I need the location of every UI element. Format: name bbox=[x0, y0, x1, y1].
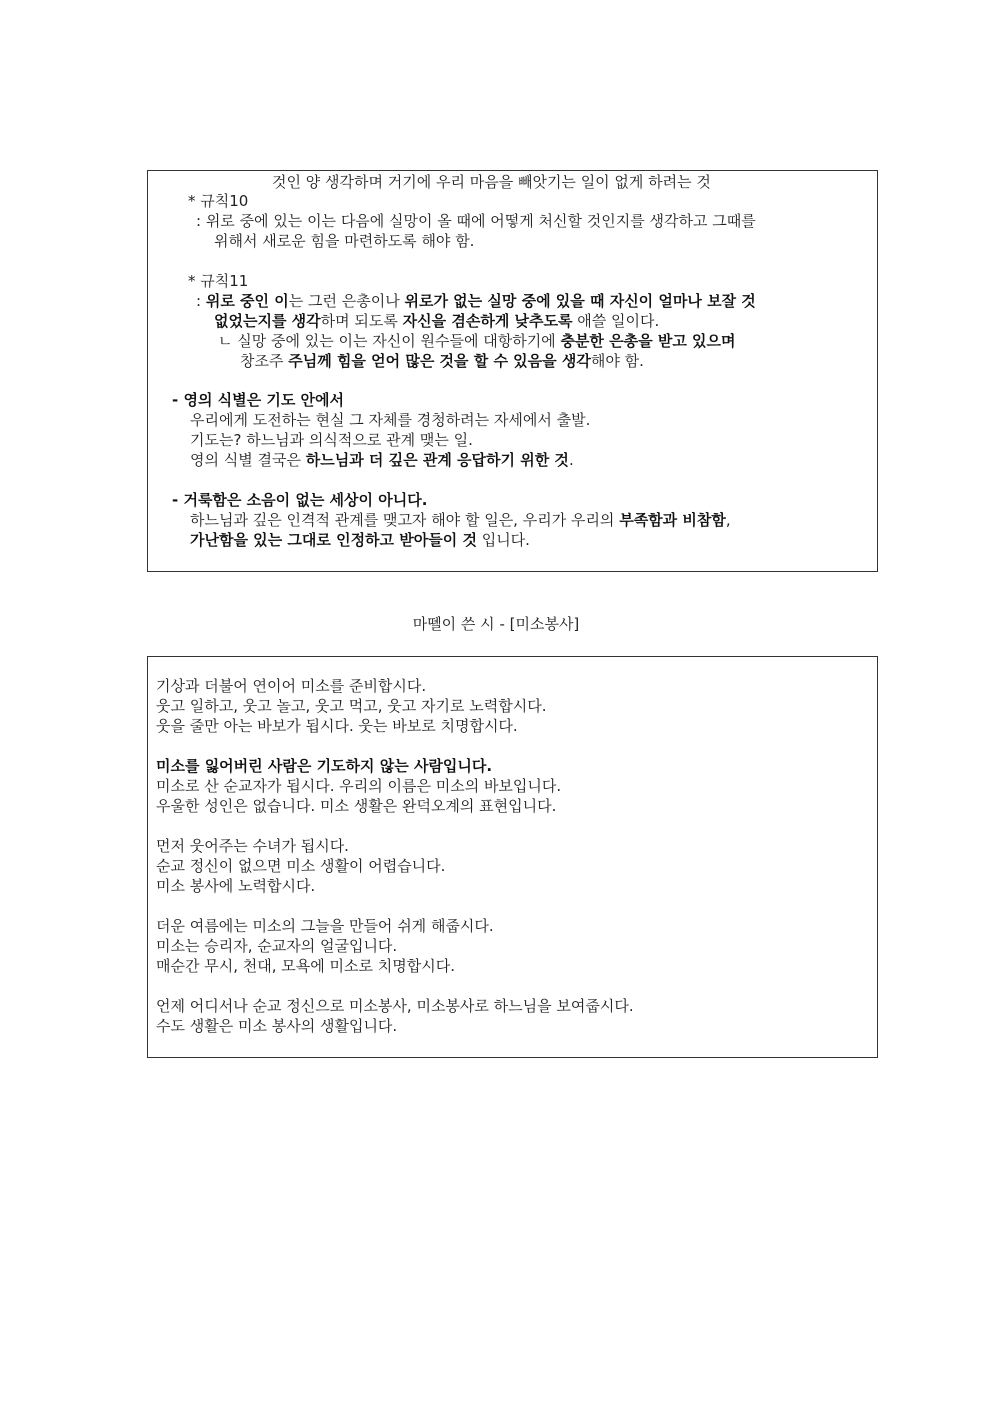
section-heading: - 영의 식별은 기도 안에서 bbox=[172, 391, 345, 409]
poem-title: 마뗼이 쓴 시 - [미소봉사] bbox=[412, 615, 580, 633]
poem-line: 미소를 잃어버린 사람은 기도하지 않는 사람입니다. bbox=[156, 757, 493, 775]
text-line: 위해서 새로운 힘을 마련하도록 해야 함. bbox=[214, 232, 475, 250]
poem-line: 웃을 줄만 아는 바보가 됩시다. 웃는 바보로 치명합시다. bbox=[156, 717, 518, 735]
poem-line: 미소는 승리자, 순교자의 얼굴입니다. bbox=[156, 937, 398, 955]
rule11-heading: * 규칙11 bbox=[188, 272, 249, 290]
text-line: ㄴ 실망 중에 있는 이는 자신이 원수들에 대항하기에 충분한 은총을 받고 있으며 bbox=[218, 332, 736, 350]
rule10-heading: * 규칙10 bbox=[188, 192, 249, 210]
content-box-poem bbox=[147, 656, 878, 1058]
content-box-rules bbox=[147, 170, 878, 572]
text-line: 창조주 주님께 힘을 얻어 많은 것을 할 수 있음을 생각해야 함. bbox=[240, 352, 644, 370]
poem-line: 순교 정신이 없으면 미소 생활이 어렵습니다. bbox=[156, 857, 446, 875]
text-line: 것인 양 생각하며 거기에 우리 마음을 빼앗기는 일이 없게 하려는 것 bbox=[272, 173, 711, 191]
text-line: 우리에게 도전하는 현실 그 자체를 경청하려는 자세에서 출발. bbox=[190, 411, 591, 429]
poem-line: 기상과 더불어 연이어 미소를 준비합시다. bbox=[156, 677, 427, 695]
text-line: 하느님과 깊은 인격적 관계를 맺고자 해야 할 일은, 우리가 우리의 부족함과 비참함, bbox=[190, 511, 731, 529]
poem-line: 미소 봉사에 노력합시다. bbox=[156, 877, 316, 895]
section-heading: - 거룩함은 소음이 없는 세상이 아니다. bbox=[172, 491, 428, 509]
text-line: 가난함을 있는 그대로 인정하고 받아들이 것 입니다. bbox=[190, 531, 530, 549]
poem-line: 수도 생활은 미소 봉사의 생활입니다. bbox=[156, 1017, 398, 1035]
poem-line: 언제 어디서나 순교 정신으로 미소봉사, 미소봉사로 하느님을 보여줍시다. bbox=[156, 997, 634, 1015]
text-line: 없었는지를 생각하며 되도록 자신을 겸손하게 낮추도록 애쓸 일이다. bbox=[214, 312, 660, 330]
text-line: : 위로 중에 있는 이는 다음에 실망이 올 때에 어떻게 처신할 것인지를 생각하고 그때를 bbox=[196, 212, 756, 230]
text-line: 기도는? 하느님과 의식적으로 관계 맺는 일. bbox=[190, 431, 473, 449]
poem-line: 우울한 성인은 없습니다. 미소 생활은 완덕오계의 표현입니다. bbox=[156, 797, 557, 815]
text-line: 영의 식별 결국은 하느님과 더 깊은 관계 응답하기 위한 것. bbox=[190, 451, 574, 469]
poem-line: 매순간 무시, 천대, 모욕에 미소로 치명합시다. bbox=[156, 957, 455, 975]
poem-line: 더운 여름에는 미소의 그늘을 만들어 쉬게 해줍시다. bbox=[156, 917, 494, 935]
poem-line: 웃고 일하고, 웃고 놀고, 웃고 먹고, 웃고 자기로 노력합시다. bbox=[156, 697, 547, 715]
text-line: : 위로 중인 이는 그런 은총이나 위로가 없는 실망 중에 있을 때 자신이 얼마나 보잘 것 bbox=[196, 292, 756, 310]
poem-line: 먼저 웃어주는 수녀가 됩시다. bbox=[156, 837, 349, 855]
poem-line: 미소로 산 순교자가 됩시다. 우리의 이름은 미소의 바보입니다. bbox=[156, 777, 562, 795]
